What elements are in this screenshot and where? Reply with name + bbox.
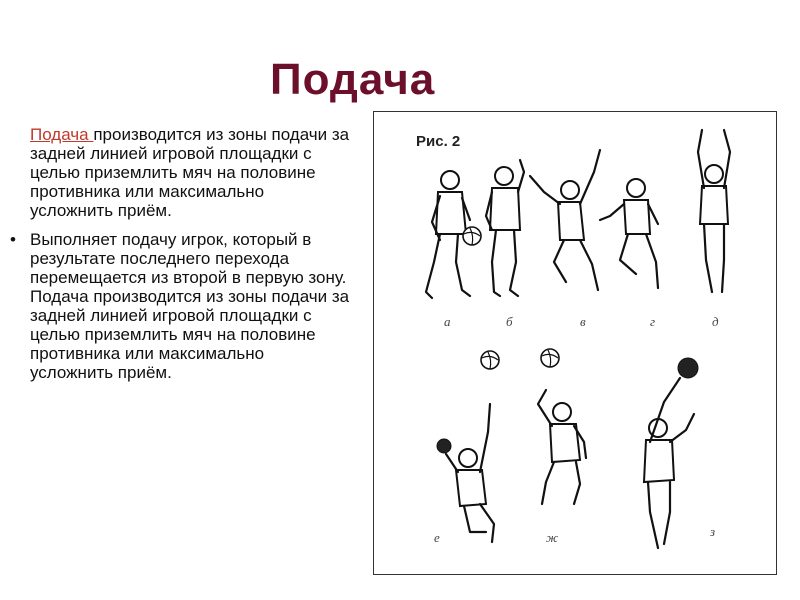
slide-title: Подача	[270, 55, 436, 104]
player-figure-zh	[538, 390, 586, 504]
player-figure-d	[698, 130, 730, 292]
bullet-paragraph-serving-player: • Выполняет подачу игрок, который в результате последнего перехода перемещается из второй в первую зону. Подача производится из зоны подачи за задней линией игровой площадки с целью приземлить мяч на половине противника или максимально усложнить приём.	[10, 230, 350, 382]
paragraph-1-text: производится из зоны подачи за задней линией игровой площадки с целью приземлить мяч на половине противника или максимально усложнить приём.	[30, 125, 350, 220]
letter-b: б	[506, 314, 513, 329]
letter-z: з	[710, 524, 716, 539]
keyword-serve: Подача	[30, 125, 94, 144]
player-figure-a	[426, 171, 481, 298]
letter-e: е	[434, 530, 440, 545]
serve-sequence-drawing	[374, 112, 776, 574]
player-figure-g	[600, 179, 658, 288]
letter-g: г	[650, 314, 656, 329]
ball-left	[481, 351, 499, 369]
letter-v: в	[580, 314, 586, 329]
ball-right	[541, 349, 559, 367]
text-body	[10, 125, 350, 382]
player-figure-e	[437, 404, 494, 542]
player-figure-z	[644, 358, 698, 548]
serve-illustration	[373, 111, 777, 575]
paragraph-serve-definition	[30, 125, 350, 220]
player-figure-v	[530, 150, 600, 290]
letter-d: д	[712, 314, 719, 329]
letter-a: а	[444, 314, 451, 329]
letter-zh: ж	[546, 530, 559, 545]
player-figure-b	[486, 160, 524, 296]
figure-caption: Рис. 2	[416, 133, 461, 150]
